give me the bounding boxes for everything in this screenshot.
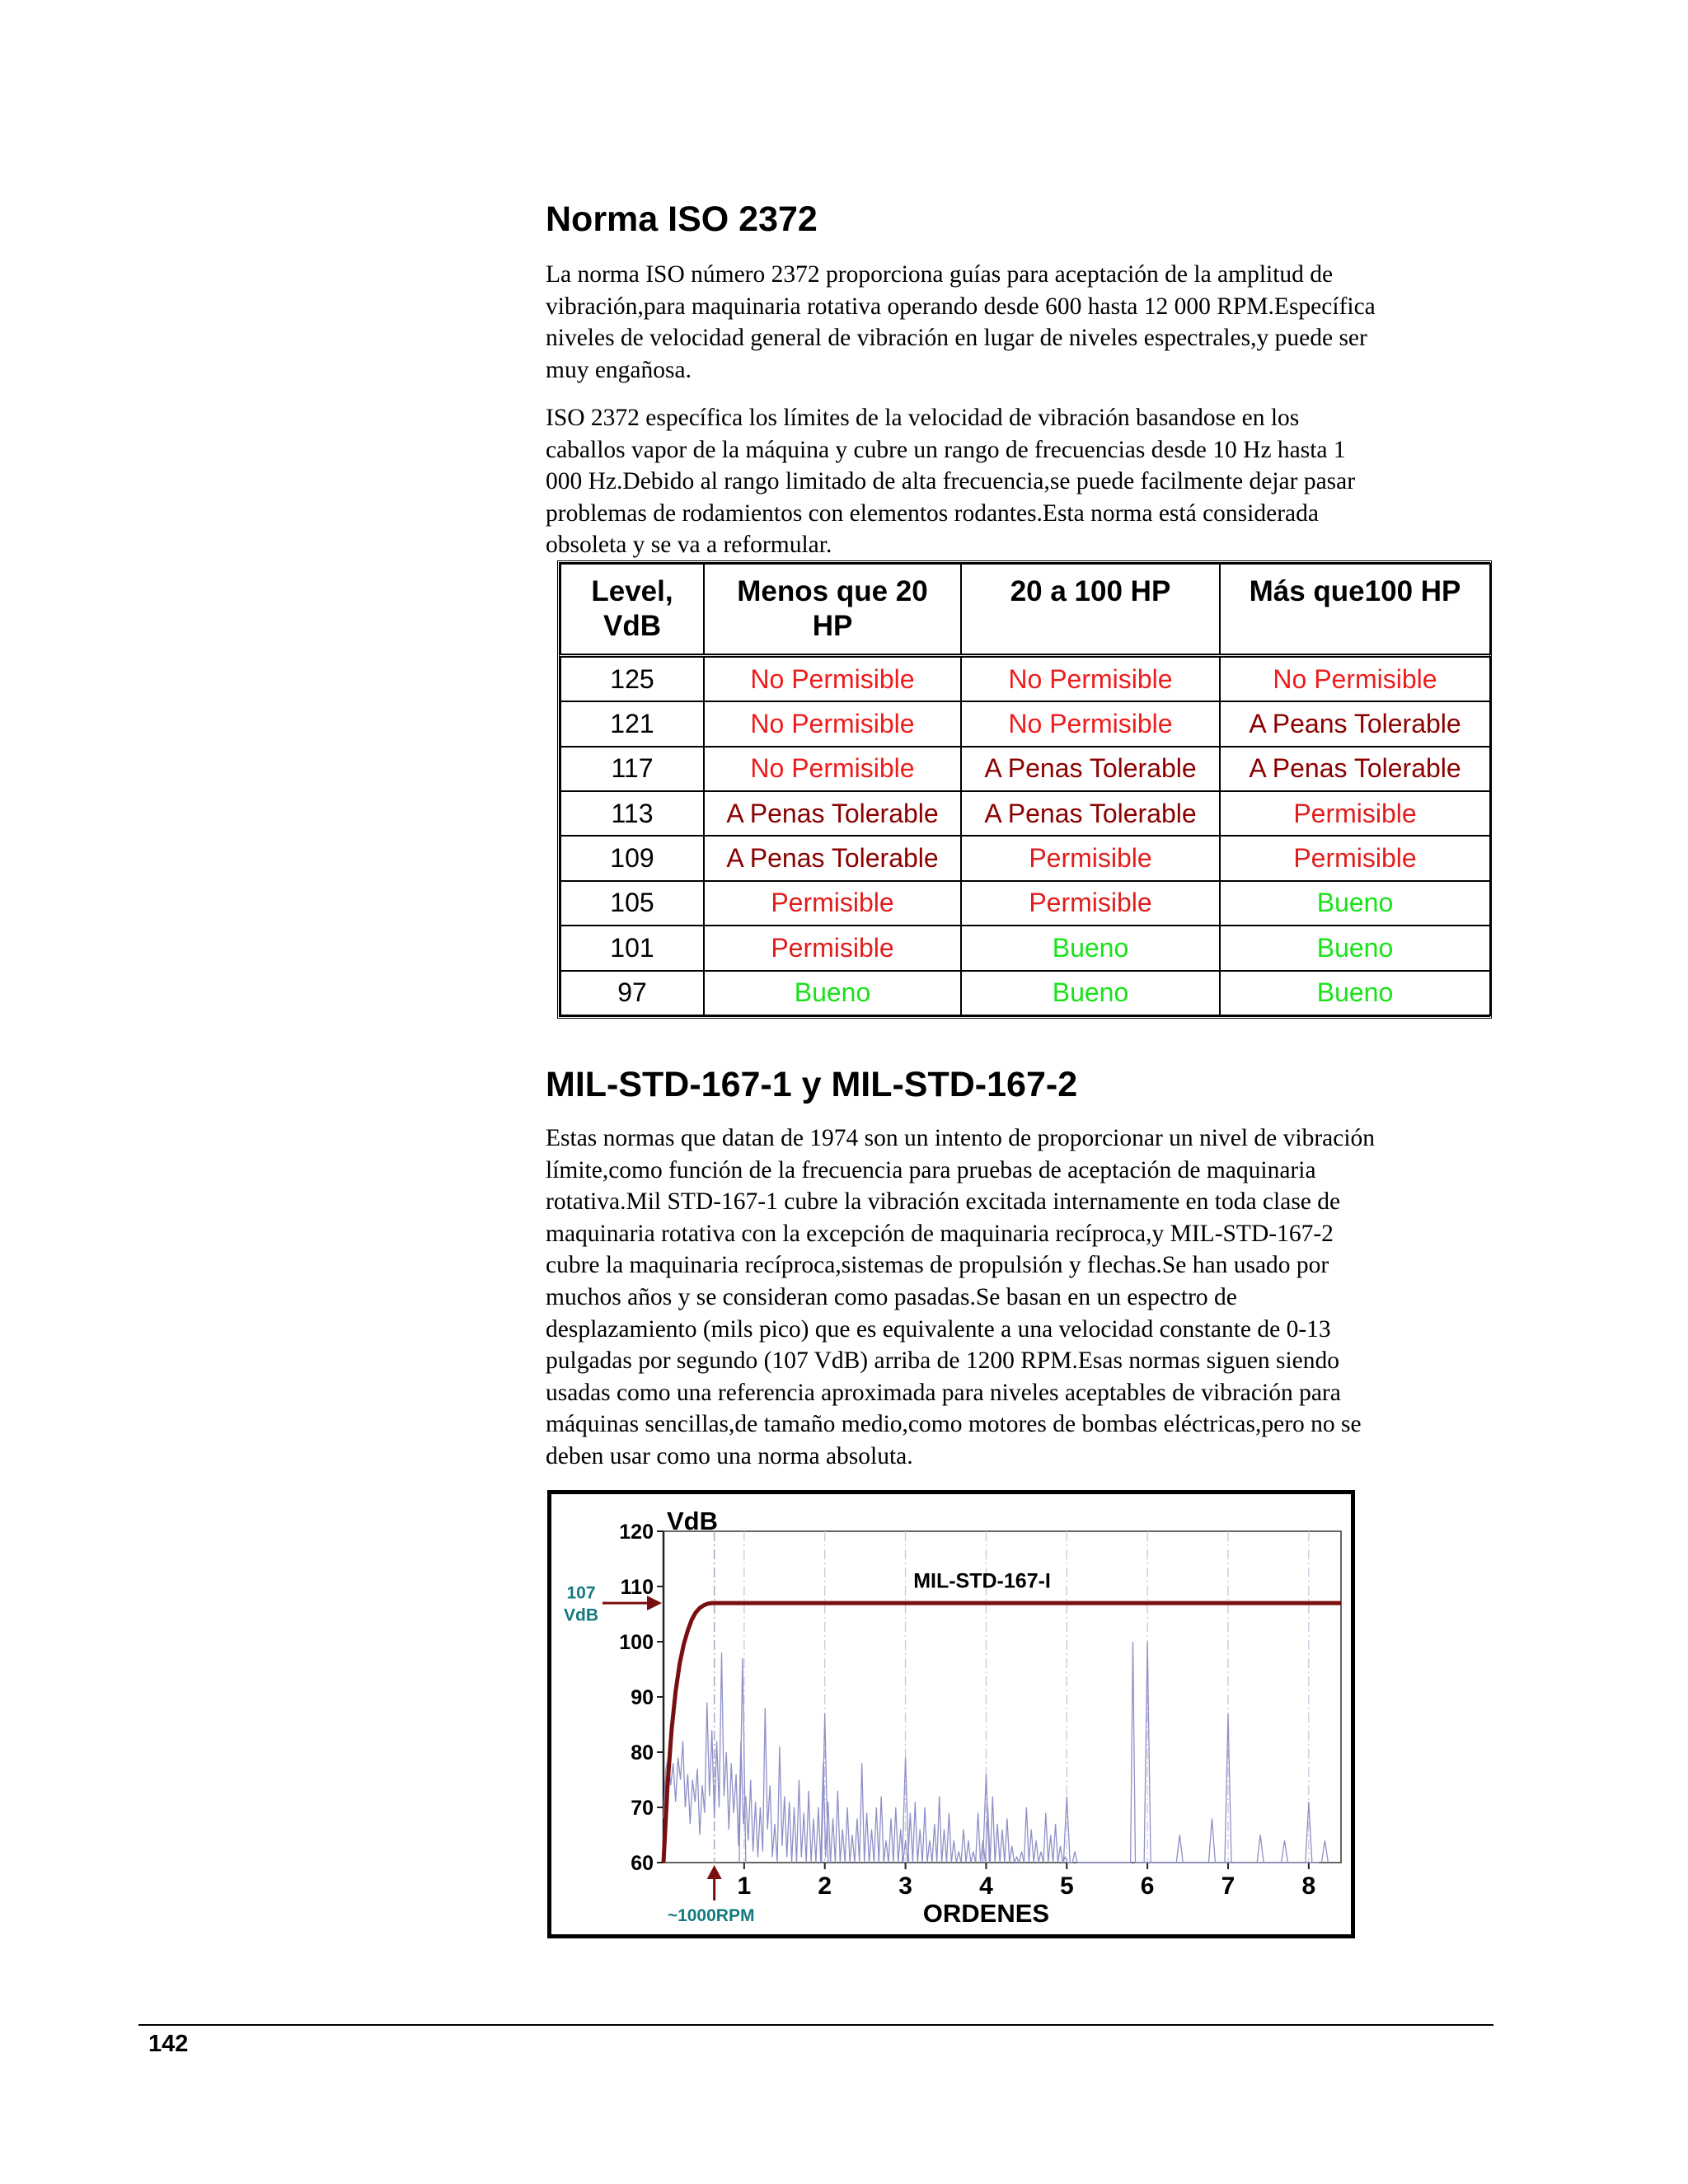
x-tick-label: 6: [1140, 1872, 1155, 1900]
y-tick-label: 70: [631, 1797, 654, 1820]
severity-table: [560, 563, 1491, 1016]
page-number: 142: [148, 2031, 189, 2057]
level-cell: 117: [560, 747, 704, 791]
rating-cell: Permisible: [961, 836, 1220, 880]
level-cell: 105: [560, 881, 704, 926]
annotation-rpm: ~1000RPM: [667, 1906, 755, 1925]
table-row: [560, 656, 1490, 702]
text-line: desplazamiento (mils pico) que es equivalente a una velocidad constante de 0-13: [546, 1315, 1331, 1343]
rating-cell: A Penas Tolerable: [704, 791, 961, 836]
rating-cell: Bueno: [704, 971, 961, 1015]
rating-cell: No Permisible: [704, 656, 961, 702]
level-cell: 113: [560, 791, 704, 836]
level-cell: 121: [560, 701, 704, 746]
text-line: 000 Hz.Debido al rango limitado de alta frecuencia,se puede facilmente dejar pasar: [546, 468, 1356, 495]
text-line: ISO 2372 específica los límites de la velocidad de vibración basandose en los: [546, 405, 1300, 431]
text-line: rotativa.Mil STD-167-1 cubre la vibración excitada internamente en toda clase de: [546, 1188, 1341, 1216]
annotation-vdb: VdB: [564, 1605, 598, 1625]
mil-std-chart: [547, 1490, 1355, 1938]
iso-2372-table: [557, 560, 1492, 1019]
header-20-100hp: [961, 564, 1220, 656]
level-cell: 97: [560, 971, 704, 1015]
rating-cell: Bueno: [1220, 926, 1490, 970]
rating-cell: No Permisible: [961, 701, 1220, 746]
rating-cell: Permisible: [704, 881, 961, 926]
header-line: HP: [812, 610, 853, 642]
rating-cell: Permisible: [961, 881, 1220, 926]
x-tick-label: 4: [979, 1872, 993, 1900]
y-tick-label: 60: [631, 1852, 654, 1875]
rating-cell: No Permisible: [704, 701, 961, 746]
text-line: máquinas sencillas,de tamaño medio,como motores de bombas eléctricas,pero no se: [546, 1411, 1362, 1438]
text-line: usadas como una referencia aproximada para niveles aceptables de vibración para: [546, 1379, 1341, 1406]
header-menos-20hp: [704, 564, 961, 656]
x-tick-label: 8: [1301, 1872, 1316, 1900]
iso-paragraph-1: [546, 259, 1493, 386]
text-line: maquinaria rotativa con la excepción de maquinaria recíproca,y MIL-STD-167-2: [546, 1220, 1334, 1247]
level-cell: 109: [560, 836, 704, 880]
rating-cell: No Permisible: [961, 656, 1220, 702]
text-line: problemas de rodamientos con elementos rodantes.Esta norma está considerada: [546, 499, 1319, 527]
text-line: caballos vapor de la máquina y cubre un rango de frecuencias desde 10 Hz hasta 1: [546, 436, 1346, 463]
header-mas-100hp: [1220, 564, 1490, 656]
table-header-row: [560, 564, 1490, 656]
text-line: Estas normas que datan de 1974 son un intento de proporcionar un nivel de vibración: [546, 1125, 1376, 1151]
y-tick-label: 120: [619, 1521, 654, 1544]
annotation-107: 107: [566, 1583, 596, 1603]
header-line: VdB: [603, 610, 661, 642]
rating-cell: A Penas Tolerable: [1220, 747, 1490, 791]
header-line: 20 a 100 HP: [1010, 575, 1171, 607]
mil-std-paragraph: [546, 1122, 1493, 1473]
rating-cell: Permisible: [704, 926, 961, 970]
header-line: Level,: [591, 575, 673, 607]
rating-cell: A Penas Tolerable: [961, 747, 1220, 791]
footer-rule: [138, 2024, 1493, 2026]
text-line: obsoleta y se va a reformular.: [546, 532, 832, 559]
table-row: [560, 971, 1490, 1015]
y-tick-label: 90: [631, 1686, 654, 1709]
text-line: muy engañosa.: [546, 356, 692, 383]
y-tick-label: 110: [620, 1576, 654, 1599]
rating-cell: No Permisible: [1220, 656, 1490, 702]
text-line: cubre la maquinaria recíproca,sistemas de propulsión y flechas.Se han usado por: [546, 1252, 1329, 1279]
series-label: MIL-STD-167-I: [913, 1569, 1051, 1593]
arrow-107-head: [647, 1596, 662, 1610]
rating-cell: Permisible: [1220, 836, 1490, 880]
text-line: muchos años y se consideran como pasadas.Se basan en un espectro de: [546, 1283, 1237, 1310]
rating-cell: Bueno: [961, 971, 1220, 1015]
y-axis-label: VdB: [667, 1507, 718, 1535]
rating-cell: Bueno: [961, 926, 1220, 970]
level-cell: 125: [560, 656, 704, 702]
rating-cell: A Penas Tolerable: [961, 791, 1220, 836]
x-tick-label: 5: [1059, 1872, 1074, 1900]
text-line: La norma ISO número 2372 proporciona guías para aceptación de la amplitud de: [546, 261, 1334, 288]
rating-cell: A Peans Tolerable: [1220, 701, 1490, 746]
table-row: [560, 836, 1490, 880]
chart-svg: [551, 1494, 1351, 1934]
table-row: [560, 701, 1490, 746]
rating-cell: Bueno: [1220, 971, 1490, 1015]
y-tick-label: 80: [631, 1741, 654, 1765]
rating-cell: No Permisible: [704, 747, 961, 791]
x-tick-label: 7: [1221, 1872, 1236, 1900]
x-axis-label: ORDENES: [922, 1899, 1050, 1928]
section-heading-iso-2372: Norma ISO 2372: [546, 199, 818, 239]
x-tick-label: 2: [818, 1872, 832, 1900]
text-line: niveles de velocidad general de vibración en lugar de niveles espectrales,y puede ser: [546, 325, 1367, 352]
rating-cell: Bueno: [1220, 881, 1490, 926]
y-tick-label: 100: [619, 1631, 654, 1654]
text-line: pulgadas por segundo (107 VdB) arriba de 1200 RPM.Esas normas siguen siendo: [546, 1347, 1339, 1375]
table-row: [560, 881, 1490, 926]
header-level: [560, 564, 704, 656]
rating-cell: Permisible: [1220, 791, 1490, 836]
rating-cell: A Penas Tolerable: [704, 836, 961, 880]
level-cell: 101: [560, 926, 704, 970]
x-tick-label: 1: [737, 1872, 752, 1900]
x-tick-label: 3: [898, 1872, 912, 1900]
section-heading-mil-std: MIL-STD-167-1 y MIL-STD-167-2: [546, 1065, 1078, 1104]
arrow-rpm-head: [707, 1865, 722, 1879]
header-line: Menos que 20: [737, 575, 928, 607]
header-line: Más que100 HP: [1249, 575, 1461, 607]
table-row: [560, 791, 1490, 836]
table-body: [560, 656, 1490, 1016]
table-row: [560, 747, 1490, 791]
text-line: vibración,para maquinaria rotativa operando desde 600 hasta 12 000 RPM.Específica: [546, 293, 1376, 320]
iso-paragraph-2: [546, 402, 1493, 561]
table-row: [560, 926, 1490, 970]
text-line: deben usar como una norma absoluta.: [546, 1442, 913, 1469]
text-line: límite,como función de la frecuencia para pruebas de aceptación de maquinaria: [546, 1156, 1316, 1183]
